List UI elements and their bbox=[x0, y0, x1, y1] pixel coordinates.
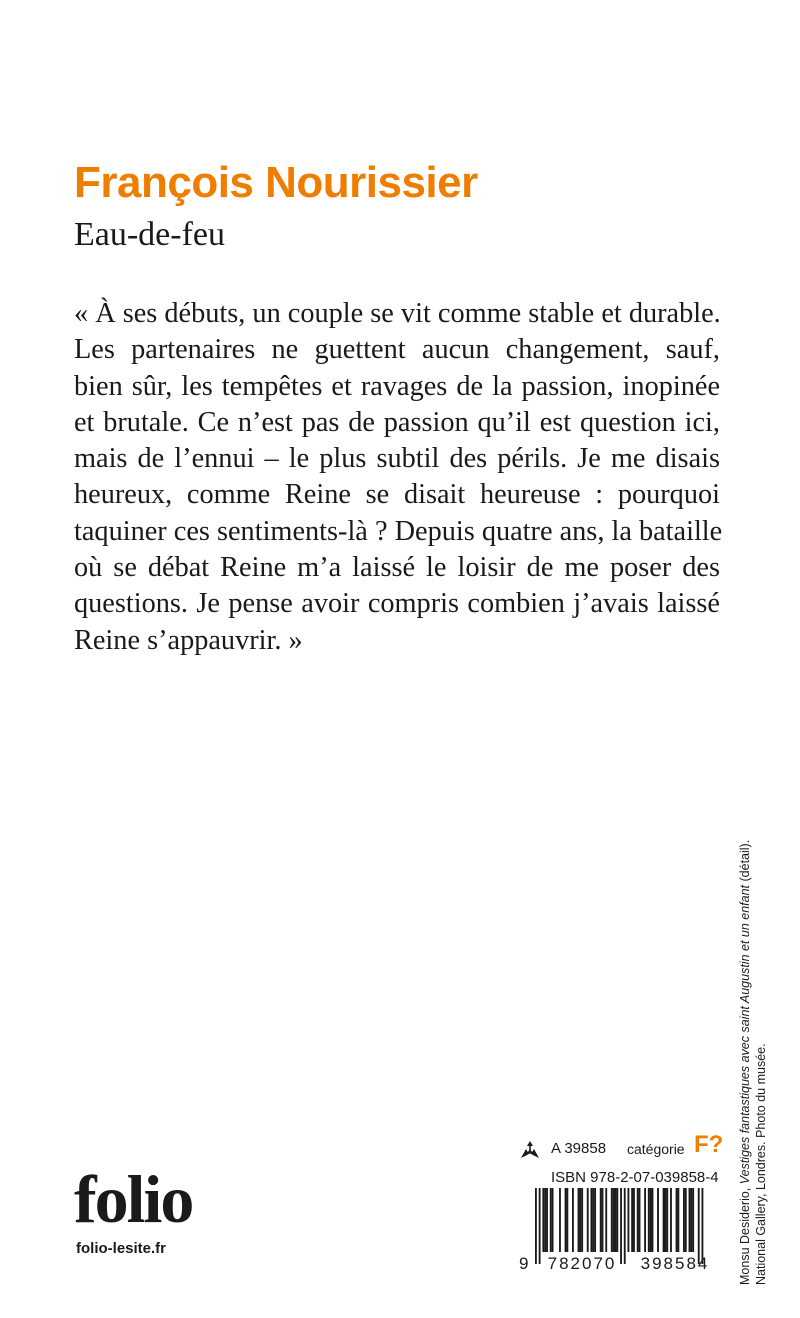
barcode-bar bbox=[602, 1188, 604, 1252]
blurb-line: heureux, comme Reine se disait heureuse : pourquoi bbox=[74, 479, 720, 511]
barcode-bar bbox=[685, 1188, 687, 1252]
barcode-bar bbox=[665, 1188, 667, 1252]
barcode-bar bbox=[702, 1188, 704, 1264]
barcode-bar bbox=[600, 1188, 602, 1252]
barcode-bar bbox=[611, 1188, 613, 1252]
barcode-bar bbox=[692, 1188, 694, 1252]
blurb bbox=[74, 296, 723, 659]
barcode-bar bbox=[594, 1188, 596, 1252]
barcode-bar bbox=[566, 1188, 568, 1252]
blurb-line: et brutale. Ce n’est pas de passion qu’il est question ici, bbox=[74, 406, 720, 438]
cover-credit-line-2: National Gallery, Londres. Photo du musée. bbox=[754, 1043, 768, 1285]
cover-credit bbox=[737, 825, 769, 1285]
credit-artwork: Vestiges fantastiques avec saint Augustin et un enfant bbox=[738, 884, 752, 1185]
barcode-bars bbox=[535, 1188, 703, 1264]
book-title: Eau-de-feu bbox=[74, 216, 226, 253]
barcode-bar bbox=[592, 1188, 594, 1252]
barcode-bar bbox=[591, 1188, 593, 1252]
barcode-bar bbox=[677, 1188, 679, 1252]
barcode-bar bbox=[544, 1188, 546, 1252]
catalog-number: A 39858 bbox=[551, 1140, 607, 1157]
barcode-bar bbox=[535, 1188, 537, 1264]
barcode-bar bbox=[552, 1188, 554, 1252]
barcode-bar bbox=[581, 1188, 583, 1252]
barcode-bar bbox=[663, 1188, 665, 1252]
barcode-bar bbox=[698, 1188, 700, 1264]
barcode-bar bbox=[633, 1188, 635, 1252]
barcode-bar bbox=[652, 1188, 654, 1252]
barcode-digits-left: 782070 bbox=[547, 1254, 617, 1272]
folio-logo: folio bbox=[74, 1161, 193, 1237]
isbn: ISBN 978-2-07-039858-4 bbox=[551, 1169, 719, 1186]
barcode-bar bbox=[624, 1188, 626, 1264]
blurb-line: où se débat Reine m’a laissé le loisir de me poser des bbox=[74, 552, 720, 584]
barcode-bar bbox=[628, 1188, 630, 1252]
blurb-line: questions. Je pense avoir compris combien j’avais laissé bbox=[74, 588, 720, 620]
barcode-bar bbox=[683, 1188, 685, 1252]
blurb-line: Reine s’appauvrir. » bbox=[74, 624, 303, 656]
barcode-bar bbox=[546, 1188, 548, 1252]
barcode-bar bbox=[613, 1188, 615, 1252]
barcode-bar bbox=[666, 1188, 668, 1252]
barcode-bar bbox=[565, 1188, 567, 1252]
barcode-bar bbox=[578, 1188, 580, 1252]
category-label: catégorie bbox=[627, 1141, 685, 1157]
price-code-icon bbox=[519, 1140, 541, 1160]
barcode-bar bbox=[559, 1188, 561, 1252]
barcode-bar bbox=[620, 1188, 622, 1264]
barcode-bar bbox=[605, 1188, 607, 1252]
barcode-bar bbox=[616, 1188, 618, 1252]
credit-artist: Monsu Desiderio, bbox=[738, 1187, 752, 1285]
barcode-bar bbox=[648, 1188, 650, 1252]
blurb-line: « À ses débuts, un couple se vit comme stable et durable. bbox=[74, 298, 721, 329]
cover-credit-line-1 bbox=[737, 825, 753, 1285]
barcode-bar bbox=[631, 1188, 633, 1252]
barcode-bar bbox=[579, 1188, 581, 1252]
barcode-bar bbox=[615, 1188, 617, 1252]
barcode-bar bbox=[676, 1188, 678, 1252]
barcode-bar bbox=[587, 1188, 589, 1252]
publisher-website: folio-lesite.fr bbox=[76, 1240, 167, 1257]
blurb-line: mais de l’ennui – le plus subtil des périls. Je me disais bbox=[74, 443, 720, 475]
barcode-bar bbox=[650, 1188, 652, 1252]
barcode-bar bbox=[657, 1188, 659, 1252]
barcode-bar bbox=[542, 1188, 544, 1252]
blurb-line: Les partenaires ne guettent aucun changement, sauf, bbox=[74, 334, 720, 366]
barcode-bar bbox=[572, 1188, 574, 1252]
barcode-bar bbox=[690, 1188, 692, 1252]
barcode-digits-right: 398584 bbox=[640, 1254, 710, 1272]
category-code: F? bbox=[694, 1131, 724, 1158]
barcode-bar bbox=[670, 1188, 672, 1252]
barcode-icon bbox=[519, 1188, 724, 1272]
barcode-bar bbox=[639, 1188, 641, 1252]
credit-detail: (détail). bbox=[738, 839, 752, 882]
barcode-bar bbox=[644, 1188, 646, 1252]
barcode-bar bbox=[637, 1188, 639, 1252]
barcode-bar bbox=[689, 1188, 691, 1252]
blurb-line: bien sûr, les tempêtes et ravages de la passion, inopinée bbox=[74, 370, 720, 402]
barcode-bar bbox=[550, 1188, 552, 1252]
barcode-digit-first: 9 bbox=[519, 1254, 529, 1272]
author-name: François Nourissier bbox=[74, 158, 478, 207]
blurb-line: taquiner ces sentiments-là ? Depuis quatre ans, la bataille bbox=[74, 515, 723, 547]
barcode-bar bbox=[539, 1188, 541, 1264]
